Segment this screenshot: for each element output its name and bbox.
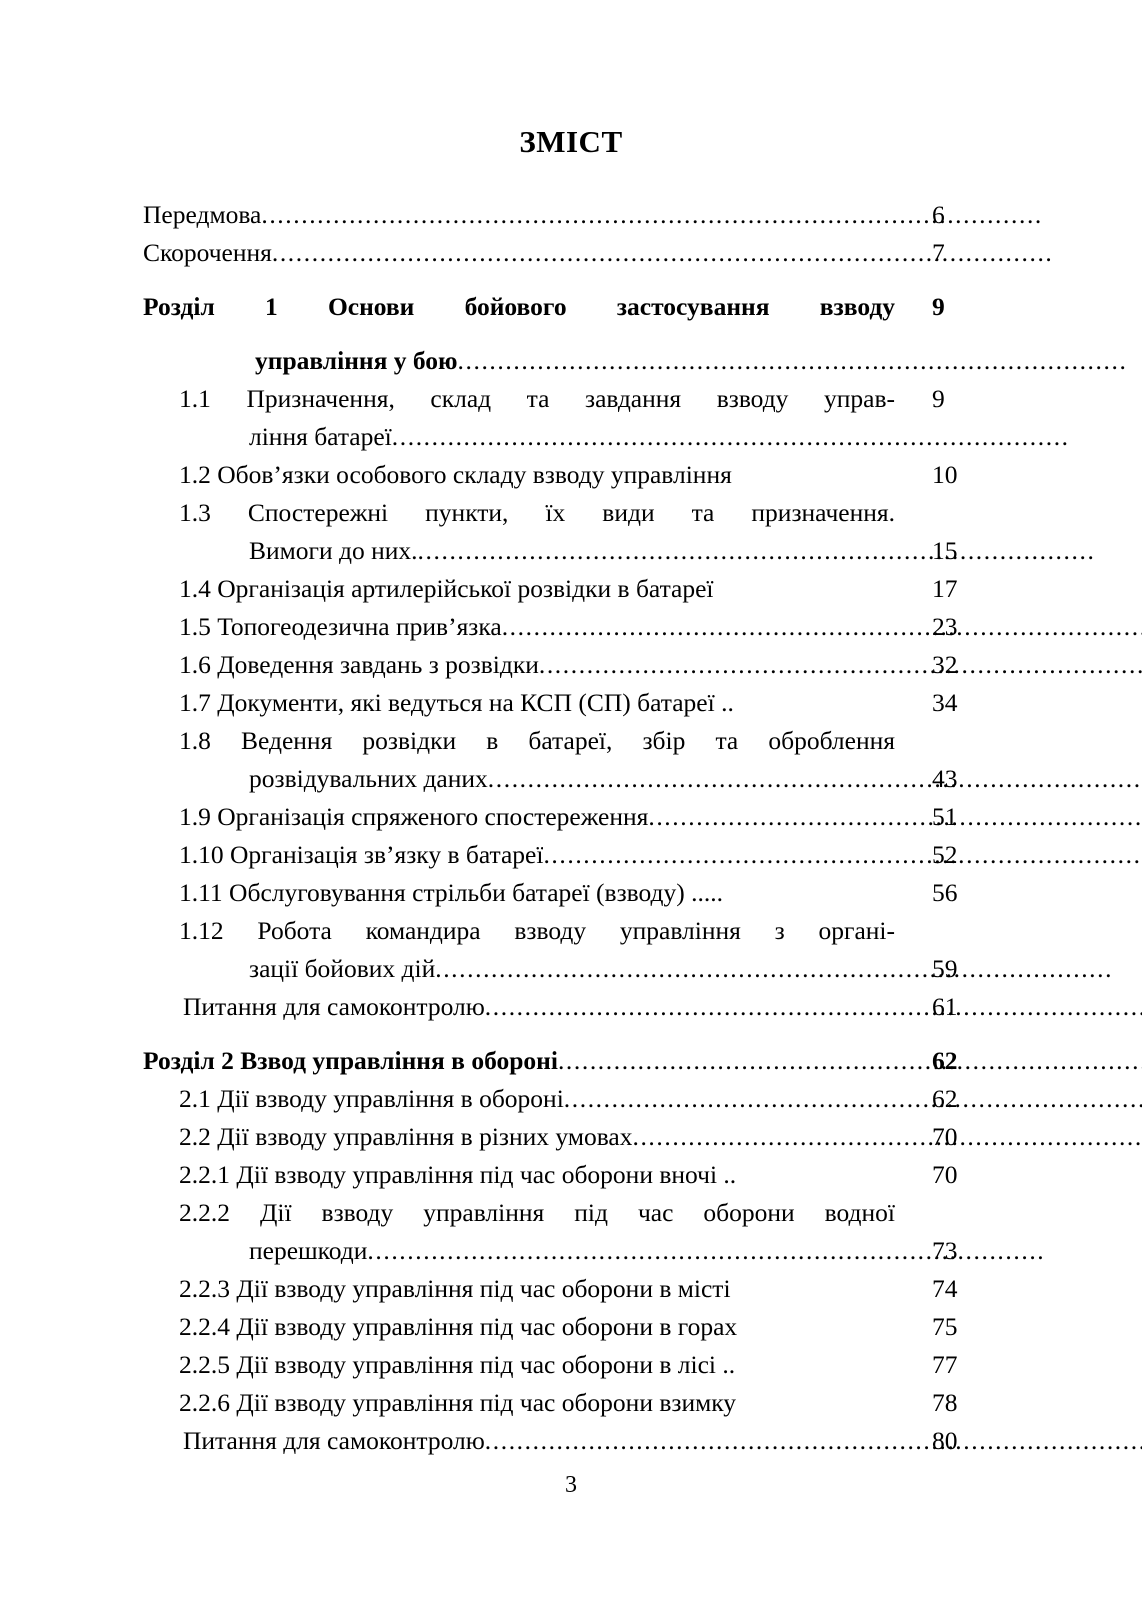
- toc-entry-text: [143, 722, 895, 760]
- dot-leader: [502, 608, 1142, 646]
- dot-leader: [564, 1080, 1142, 1118]
- toc-entry-text: 1.6 Доведення завдань з розвідки: [179, 650, 539, 679]
- toc-entry[interactable]: [143, 646, 958, 684]
- toc-entry-line: [143, 1080, 958, 1118]
- toc-entry[interactable]: [143, 1042, 958, 1080]
- page-folio: 3: [565, 1472, 577, 1498]
- toc-entry-text: 1.2 Обов’язки особового складу взводу управління: [179, 460, 732, 489]
- toc-entry-text: 1.10 Організація зв’язку в батареї: [179, 840, 544, 869]
- toc-entry-line: [143, 342, 943, 380]
- toc-page-number: 70: [932, 1122, 958, 1151]
- toc-entry-line: [143, 1232, 958, 1270]
- toc-entry-line: [143, 1156, 958, 1194]
- toc-entry[interactable]: [143, 1308, 958, 1346]
- toc-entry-line: [143, 570, 958, 608]
- toc-page-number: 62: [932, 1046, 958, 1075]
- toc-entry-line: [143, 532, 958, 570]
- toc-page-number: 43: [932, 764, 958, 793]
- toc-entry[interactable]: [143, 1194, 958, 1270]
- dot-leader: [485, 988, 1142, 1026]
- toc-entry-text: перешкоди: [249, 1236, 368, 1265]
- dot-leader: [488, 760, 1142, 798]
- toc-page-number: 7: [932, 238, 945, 267]
- dot-leader: [435, 950, 1110, 988]
- toc-entry-text: 1.11 Обслуговування стрільби батареї (взводу) .....: [179, 878, 723, 907]
- toc-entry-line: [143, 288, 943, 326]
- page-title: ЗМІСТ: [519, 124, 623, 159]
- toc-entry-text: Питання для самоконтролю: [183, 992, 485, 1021]
- toc-page-number: 61: [932, 992, 958, 1021]
- dot-leader: [392, 418, 1067, 456]
- toc-page-number: 70: [932, 1160, 958, 1189]
- dot-leader: [539, 646, 1142, 684]
- toc-page-number: 73: [932, 1236, 958, 1265]
- toc-page-number: 23: [932, 612, 958, 641]
- toc-page-number: 17: [932, 574, 958, 603]
- toc-entry-line: [143, 380, 943, 418]
- toc-page-number: 78: [932, 1388, 958, 1417]
- toc-entry-text: 1.5 Топогеодезична прив’язка: [179, 612, 502, 641]
- toc-entry-text: 2.2.6 Дії взводу управління під час оборони взимку: [179, 1388, 737, 1417]
- toc-entry[interactable]: [143, 988, 958, 1026]
- toc-entry-line: [143, 1384, 958, 1422]
- toc-entry-text-justified: Розділ 1 Основи бойового застосування взводу: [143, 292, 895, 321]
- toc-entry-line: [143, 1422, 958, 1460]
- toc-entry[interactable]: [143, 456, 958, 494]
- toc-entry-line: [143, 1270, 958, 1308]
- toc-page-number: 80: [932, 1426, 958, 1455]
- table-of-contents: [143, 196, 958, 1460]
- toc-entry-line: [143, 494, 943, 532]
- dot-leader: [261, 196, 1042, 234]
- toc-entry-line: [143, 1042, 958, 1080]
- toc-entry-text: 2.2.4 Дії взводу управління під час оборони в горах: [179, 1312, 738, 1341]
- toc-page-number: 52: [932, 840, 958, 869]
- toc-entry-line: [143, 1194, 943, 1232]
- toc-page-number: 77: [932, 1350, 958, 1379]
- toc-entry-text: ління батареї: [249, 422, 392, 451]
- toc-entry-text: 1.7 Документи, які ведуться на КСП (СП) батареї ..: [179, 688, 734, 717]
- toc-page-number: 74: [932, 1274, 958, 1303]
- toc-entry[interactable]: [143, 1270, 958, 1308]
- toc-entry[interactable]: [143, 1346, 958, 1384]
- toc-page-number: 75: [932, 1312, 958, 1341]
- toc-entry-line: [143, 456, 958, 494]
- toc-entry-line: [143, 196, 943, 234]
- toc-entry-text-justified: 1.12 Робота командира взводу управління з органі-: [179, 916, 895, 945]
- toc-entry[interactable]: [143, 234, 943, 272]
- toc-entry-line: [143, 608, 958, 646]
- toc-entry-line: [143, 760, 958, 798]
- toc-entry[interactable]: [143, 570, 958, 608]
- toc-entry-line: [143, 912, 943, 950]
- toc-entry-line: [143, 798, 958, 836]
- toc-entry[interactable]: [143, 1156, 958, 1194]
- toc-page-number: 51: [932, 802, 958, 831]
- toc-entry[interactable]: [143, 874, 958, 912]
- toc-entry-line: [143, 1118, 958, 1156]
- toc-entry[interactable]: [143, 798, 958, 836]
- toc-entry-line: [143, 722, 943, 760]
- toc-entry-line: [143, 988, 958, 1026]
- toc-entry[interactable]: [143, 912, 958, 988]
- toc-entry-text: Розділ 2 Взвод управління в обороні: [143, 1046, 558, 1075]
- toc-entry[interactable]: [143, 1384, 958, 1422]
- toc-entry-text: 1.9 Організація спряженого спостереження: [179, 802, 649, 831]
- toc-entry-text: 2.2.3 Дії взводу управління під час оборони в місті: [179, 1274, 731, 1303]
- toc-page-number: 15: [932, 536, 958, 565]
- toc-entry-text: 2.2.5 Дії взводу управління під час оборони в лісі ..: [179, 1350, 736, 1379]
- toc-entry-text-justified: 1.8 Ведення розвідки в батареї, збір та оброблення: [179, 726, 895, 755]
- toc-entry-text: [143, 380, 895, 418]
- toc-page-number: 9: [932, 292, 945, 321]
- toc-entry[interactable]: [143, 288, 943, 380]
- toc-entry-text: 1.4 Організація артилерійської розвідки в батареї: [179, 574, 714, 603]
- toc-entry-line: [143, 874, 958, 912]
- toc-entry[interactable]: [143, 836, 958, 874]
- toc-entry-text-justified: 1.3 Спостережні пункти, їх види та призначення.: [179, 498, 895, 527]
- toc-entry-line: [143, 418, 943, 456]
- toc-entry-text: Скорочення: [143, 238, 272, 267]
- dot-leader: [632, 1118, 1142, 1156]
- toc-entry-line: [143, 836, 958, 874]
- toc-entry[interactable]: [143, 380, 943, 456]
- toc-entry-text: [143, 494, 895, 532]
- toc-entry-text-justified: 2.2.2 Дії взводу управління під час оборони водної: [179, 1198, 895, 1227]
- toc-entry-text: 2.1 Дії взводу управління в обороні: [179, 1084, 564, 1113]
- toc-entry-text: [143, 288, 895, 326]
- dot-leader: [458, 342, 1127, 380]
- toc-entry-line: [143, 1346, 958, 1384]
- toc-entry[interactable]: [143, 1422, 958, 1460]
- toc-entry-text: 2.2.1 Дії взводу управління під час оборони вночі ..: [179, 1160, 737, 1189]
- toc-entry[interactable]: [143, 1080, 958, 1118]
- toc-entry-line: [143, 234, 943, 272]
- toc-entry-text-justified: 1.1 Призначення, склад та завдання взводу управ-: [179, 384, 895, 413]
- toc-entry[interactable]: [143, 196, 943, 234]
- toc-entry-text: [143, 1194, 895, 1232]
- dot-leader: [558, 1042, 1142, 1080]
- toc-entry[interactable]: [143, 608, 958, 646]
- dot-leader: [543, 836, 1142, 874]
- toc-entry-line: [143, 1308, 958, 1346]
- toc-page-number: 62: [932, 1084, 958, 1113]
- toc-entry-text: розвідувальних даних: [249, 764, 488, 793]
- toc-entry-text: Передмова: [143, 200, 262, 229]
- dot-leader: [485, 1422, 1142, 1460]
- toc-entry-text: 2.2 Дії взводу управління в різних умовах: [179, 1122, 633, 1151]
- toc-page-number: 6: [932, 200, 945, 229]
- toc-entry-line: [143, 950, 958, 988]
- toc-page-number: 34: [932, 688, 958, 717]
- toc-page-number: 10: [932, 460, 958, 489]
- toc-entry-line: [143, 684, 958, 722]
- toc-entry[interactable]: [143, 684, 958, 722]
- toc-entry[interactable]: [143, 1118, 958, 1156]
- toc-entry[interactable]: [143, 722, 958, 798]
- toc-entry-text: управління у бою: [255, 346, 458, 375]
- toc-page-number: 9: [932, 384, 945, 413]
- toc-page-number: 32: [932, 650, 958, 679]
- toc-page-number: 59: [932, 954, 958, 983]
- toc-entry-text: Вимоги до них.: [249, 536, 418, 565]
- dot-leader: [648, 798, 1142, 836]
- toc-entry-text: [143, 912, 895, 950]
- toc-entry-text: зації бойових дій: [249, 954, 436, 983]
- toc-page-number: 56: [932, 878, 958, 907]
- toc-entry-line: [143, 646, 958, 684]
- toc-entry-text: Питання для самоконтролю: [183, 1426, 485, 1455]
- toc-entry[interactable]: [143, 494, 958, 570]
